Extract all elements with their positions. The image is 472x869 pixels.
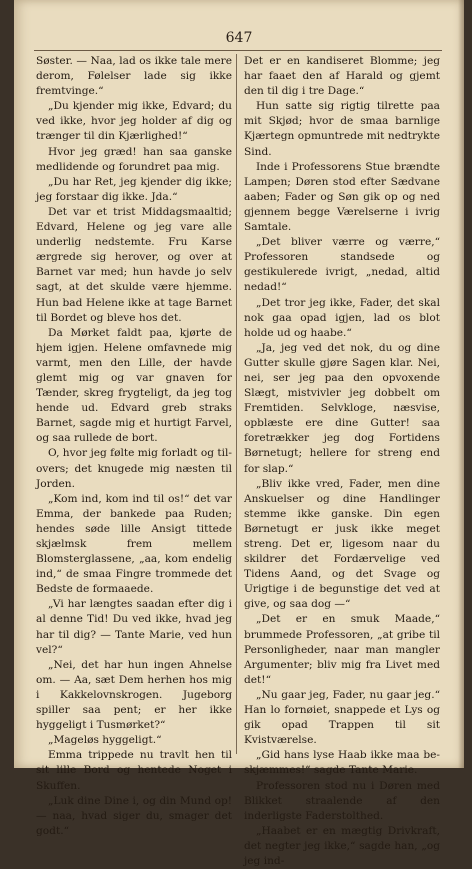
left-text-column — [36, 54, 232, 839]
paragraph: „Kom ind, kom ind til os!“ det var Emma, der bankede paa Ruden; hendes søde lille Ansigt tittede skjælmsk frem mellem Blomsterglassene, „aa, kom endelig ind,“ de smaa Fingre trommede det Bedste de formaaede. — [36, 492, 232, 596]
paragraph: Professoren stod nu i Døren med Blikket straalende af den inderligste Faderstolthed. — [244, 779, 440, 822]
paragraph: Det er en kandiseret Blomme; jeg har faaet den af Harald og gjemt den til dig i tre Dage.“ — [244, 55, 440, 98]
paragraph: „Luk dine Dine i, og din Mund op! — naa, hvad siger du, smager det godt.“ — [36, 794, 232, 837]
paragraph: „Nei, det har hun ingen Ahnelse om. — Aa, sæt Dem herhen hos mig i Kakkelovnskrogen. Jugeborg spiller saa pent; er her ikke hyggeligt i Tusmørket?“ — [36, 658, 232, 732]
column-divider — [236, 54, 237, 754]
paragraph: „Nu gaar jeg, Fader, nu gaar jeg.“ Han lo fornøiet, snappede et Lys og gik opad Trappen til sit Kvistværelse. — [244, 688, 440, 747]
paragraph: Hun satte sig rigtig tilrette paa mit Skjød; hvor de smaa barnlige Kjærtegn opmuntrede mit nedtrykte Sind. — [244, 100, 440, 158]
paragraph: Det var et trist Middagsmaaltid; Edvard, Helene og jeg vare alle underlig nedstemte. Fru Karse ærgrede sig herover, og over at Barnet var med; hun havde jo selv sagt, at det skulde være hjemme. Hun bad Helene ikke at tage Barnet til Bordet og bleve hos det. — [36, 205, 232, 324]
paragraph: „Vi har længtes saadan efter dig i al denne Tid! Du ved ikke, hvad jeg har til dig? — Tante Marie, ved hun vel?“ — [36, 598, 232, 656]
right-text-column — [244, 54, 440, 869]
page-number: 647 — [225, 30, 253, 46]
paragraph: „Det tror jeg ikke, Fader, det skal nok gaa opad igjen, lad os blot holde ud og haabe.“ — [244, 296, 440, 339]
book-page — [14, 0, 464, 867]
paragraph: O, hvor jeg følte mig forladt og tilovers; det knugede mig næsten til Jorden. — [36, 447, 232, 490]
paragraph: Hvor jeg græd! han saa ganske medlidende og forundret paa mig. — [36, 145, 232, 173]
paragraph: „Bliv ikke vred, Fader, men dine Anskuelser og dine Handlinger stemme ikke ganske. Din egen Børnetugt er jusk ikke meget streng. Det er, ligesom naar du skildrer det Fordærvelige ved Tidens Aand, og det Svage og Urigtige i de begunstige det ved at give, og saa dog —“ — [244, 477, 440, 611]
paragraph: Da Mørket faldt paa, kjørte de hjem igjen. Helene omfavnede mig varmt, men den Lille, der havde glemt mig og var gnaven for Tænder, skreg frygteligt, da jeg tog hende ud. Edvard greb straks Barnet, sagde mig et hurtigt Farvel, og saa rullede de bort. — [36, 326, 232, 445]
paragraph: „Ja, jeg ved det nok, du og dine Gutter skulle gjøre Sagen klar. Nei, nei, ser jeg paa den opvoxende Slægt, mistvivler jeg dobbelt om Fremtiden. Selvkloge, næsvise, opblæste ere dine Gutter! saa foretrækker jeg dog Fortidens Børnetugt; hellere for streng end for slap.“ — [244, 341, 440, 475]
paragraph: „Det bliver værre og værre,“ Professoren standsede og gestikulerede ivrigt, „nedad, altid nedad!“ — [244, 236, 440, 294]
paragraph: „Du kjender mig ikke, Edvard; du ved ikke, hvor jeg holder af dig og trænger til din Kjærlighed!“ — [36, 100, 232, 143]
paragraph: „Mageløs hyggeligt.“ — [48, 734, 162, 747]
paragraph: Inde i Professorens Stue brændte Lampen; Døren stod efter Sædvane aaben; Fader og Søn gik op og ned gjennem begge Værelserne i ivrig Samtale. — [244, 160, 440, 234]
paragraph: „Det er en smuk Maade,“ brummede Professoren, „at gribe til Personligheder, naar man mangler Argumenter; bliv mig fra Livet med det!“ — [244, 613, 440, 686]
paragraph: „Du har Ret, jeg kjender dig ikke; jeg forstaar dig ikke. Jda.“ — [36, 175, 232, 203]
paragraph: „Haabet er en mægtig Drivkraft, det negter jeg ikke,“ sagde han, „og jeg ind- — [244, 824, 440, 867]
paragraph: Søster. — Naa, lad os ikke tale mere derom, Følelser lade sig ikke fremtvinge.“ — [36, 55, 232, 98]
header-rule — [34, 50, 442, 51]
paragraph: Emma trippede nu travlt hen til sit lille Bord og hentede Noget i Skuffen. — [36, 749, 232, 792]
page-edge-shading — [458, 0, 464, 768]
paragraph: „Gid hans lyse Haab ikke maa beskjæmmes!“ sagde Tante Marie. — [244, 749, 440, 777]
